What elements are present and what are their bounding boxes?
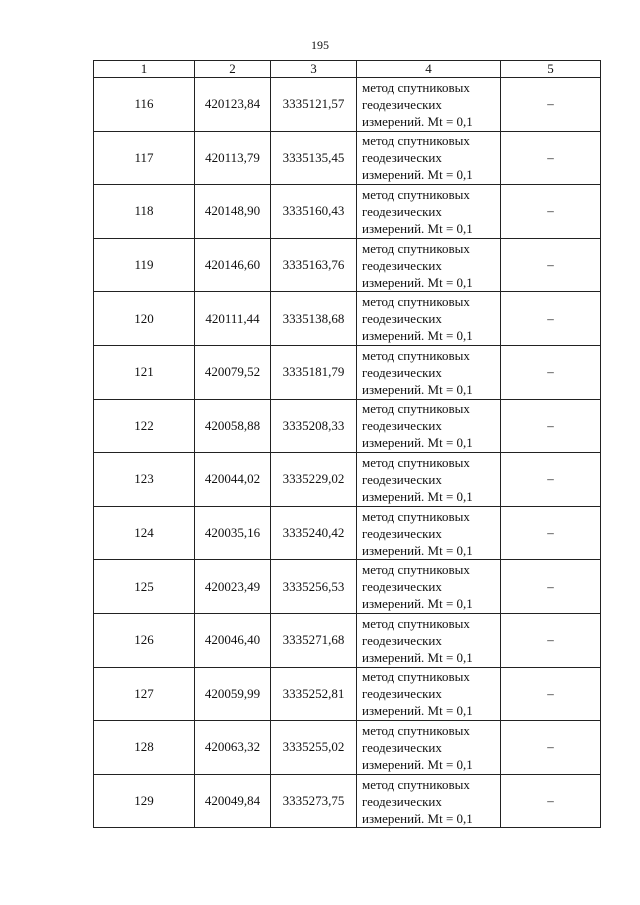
method-line: измерений. Mt = 0,1 xyxy=(362,649,473,665)
table-row xyxy=(94,345,601,399)
coordinate-x: 420063,32 xyxy=(195,721,271,775)
point-number: 122 xyxy=(94,399,195,453)
note-dash: – xyxy=(501,667,601,721)
method-line: метод спутниковых xyxy=(362,562,470,578)
method-cell xyxy=(357,185,501,239)
note-dash: – xyxy=(501,399,601,453)
coordinate-x: 420148,90 xyxy=(195,185,271,239)
note-dash: – xyxy=(501,78,601,132)
method-line: метод спутниковых xyxy=(362,454,470,470)
header-col-1: 1 xyxy=(94,61,195,78)
method-line: геодезических xyxy=(362,311,442,327)
coordinate-x: 420044,02 xyxy=(195,453,271,507)
method-line: измерений. Mt = 0,1 xyxy=(362,167,473,183)
point-number: 128 xyxy=(94,721,195,775)
method-cell xyxy=(357,399,501,453)
note-dash: – xyxy=(501,345,601,399)
method-cell xyxy=(357,667,501,721)
table-row xyxy=(94,774,601,828)
header-col-3: 3 xyxy=(271,61,357,78)
method-line: измерений. Mt = 0,1 xyxy=(362,488,473,504)
note-dash: – xyxy=(501,506,601,560)
method-cell xyxy=(357,453,501,507)
method-line: метод спутниковых xyxy=(362,133,470,149)
method-line: измерений. Mt = 0,1 xyxy=(362,596,473,612)
coordinate-x: 420146,60 xyxy=(195,238,271,292)
coordinate-y: 3335252,81 xyxy=(271,667,357,721)
note-dash: – xyxy=(501,131,601,185)
point-number: 124 xyxy=(94,506,195,560)
method-line: измерений. Mt = 0,1 xyxy=(362,810,473,826)
method-line: метод спутниковых xyxy=(362,401,470,417)
note-dash: – xyxy=(501,453,601,507)
method-line: метод спутниковых xyxy=(362,79,470,95)
note-dash: – xyxy=(501,238,601,292)
coordinate-y: 3335135,45 xyxy=(271,131,357,185)
method-line: измерений. Mt = 0,1 xyxy=(362,113,473,129)
point-number: 118 xyxy=(94,185,195,239)
table-row xyxy=(94,667,601,721)
header-col-4: 4 xyxy=(357,61,501,78)
point-number: 127 xyxy=(94,667,195,721)
method-line: геодезических xyxy=(362,686,442,702)
method-line: измерений. Mt = 0,1 xyxy=(362,274,473,290)
coordinate-x: 420049,84 xyxy=(195,774,271,828)
method-line: измерений. Mt = 0,1 xyxy=(362,703,473,719)
coordinate-y: 3335256,53 xyxy=(271,560,357,614)
method-line: геодезических xyxy=(362,739,442,755)
coordinate-x: 420058,88 xyxy=(195,399,271,453)
coordinate-y: 3335160,43 xyxy=(271,185,357,239)
coordinate-x: 420113,79 xyxy=(195,131,271,185)
header-col-5: 5 xyxy=(501,61,601,78)
method-cell xyxy=(357,78,501,132)
table-row xyxy=(94,292,601,346)
method-cell xyxy=(357,774,501,828)
method-line: измерений. Mt = 0,1 xyxy=(362,220,473,236)
table-row xyxy=(94,721,601,775)
note-dash: – xyxy=(501,185,601,239)
method-cell xyxy=(357,560,501,614)
header-col-2: 2 xyxy=(195,61,271,78)
coordinate-y: 3335240,42 xyxy=(271,506,357,560)
note-dash: – xyxy=(501,613,601,667)
coordinate-x: 420111,44 xyxy=(195,292,271,346)
table-row xyxy=(94,506,601,560)
method-line: измерений. Mt = 0,1 xyxy=(362,381,473,397)
table-row xyxy=(94,399,601,453)
method-line: геодезических xyxy=(362,525,442,541)
method-line: геодезических xyxy=(362,150,442,166)
method-line: геодезических xyxy=(362,257,442,273)
method-line: геодезических xyxy=(362,96,442,112)
point-number: 123 xyxy=(94,453,195,507)
point-number: 121 xyxy=(94,345,195,399)
method-line: измерений. Mt = 0,1 xyxy=(362,328,473,344)
method-cell xyxy=(357,613,501,667)
coordinate-x: 420046,40 xyxy=(195,613,271,667)
coordinate-y: 3335208,33 xyxy=(271,399,357,453)
method-line: геодезических xyxy=(362,632,442,648)
method-line: метод спутниковых xyxy=(362,347,470,363)
method-line: измерений. Mt = 0,1 xyxy=(362,756,473,772)
method-cell xyxy=(357,506,501,560)
method-line: геодезических xyxy=(362,418,442,434)
point-number: 129 xyxy=(94,774,195,828)
note-dash: – xyxy=(501,292,601,346)
method-line: метод спутниковых xyxy=(362,508,470,524)
point-number: 120 xyxy=(94,292,195,346)
method-line: геодезических xyxy=(362,364,442,380)
method-cell xyxy=(357,721,501,775)
method-line: геодезических xyxy=(362,579,442,595)
coordinate-y: 3335273,75 xyxy=(271,774,357,828)
method-line: геодезических xyxy=(362,793,442,809)
table-row xyxy=(94,560,601,614)
table-row xyxy=(94,613,601,667)
method-line: метод спутниковых xyxy=(362,615,470,631)
method-line: метод спутниковых xyxy=(362,722,470,738)
note-dash: – xyxy=(501,774,601,828)
method-line: метод спутниковых xyxy=(362,186,470,202)
coordinates-table xyxy=(93,60,601,828)
note-dash: – xyxy=(501,721,601,775)
point-number: 125 xyxy=(94,560,195,614)
method-line: измерений. Mt = 0,1 xyxy=(362,542,473,558)
method-cell xyxy=(357,238,501,292)
method-cell xyxy=(357,131,501,185)
coordinate-x: 420035,16 xyxy=(195,506,271,560)
note-dash: – xyxy=(501,560,601,614)
method-line: геодезических xyxy=(362,471,442,487)
coordinate-y: 3335121,57 xyxy=(271,78,357,132)
point-number: 119 xyxy=(94,238,195,292)
table-row xyxy=(94,78,601,132)
coordinate-y: 3335255,02 xyxy=(271,721,357,775)
point-number: 126 xyxy=(94,613,195,667)
method-line: метод спутниковых xyxy=(362,669,470,685)
table-row xyxy=(94,185,601,239)
method-line: геодезических xyxy=(362,203,442,219)
page-number: 195 xyxy=(311,38,329,52)
method-cell xyxy=(357,292,501,346)
method-cell xyxy=(357,345,501,399)
table-row xyxy=(94,238,601,292)
method-line: метод спутниковых xyxy=(362,294,470,310)
coordinate-y: 3335138,68 xyxy=(271,292,357,346)
coordinate-y: 3335163,76 xyxy=(271,238,357,292)
point-number: 116 xyxy=(94,78,195,132)
coordinate-x: 420123,84 xyxy=(195,78,271,132)
coordinate-y: 3335229,02 xyxy=(271,453,357,507)
method-line: метод спутниковых xyxy=(362,240,470,256)
coordinate-x: 420023,49 xyxy=(195,560,271,614)
coordinate-x: 420079,52 xyxy=(195,345,271,399)
method-line: измерений. Mt = 0,1 xyxy=(362,435,473,451)
coordinate-x: 420059,99 xyxy=(195,667,271,721)
table-body xyxy=(94,78,601,828)
method-line: метод спутниковых xyxy=(362,776,470,792)
table-row xyxy=(94,453,601,507)
coordinate-y: 3335271,68 xyxy=(271,613,357,667)
coordinate-y: 3335181,79 xyxy=(271,345,357,399)
table-row xyxy=(94,131,601,185)
point-number: 117 xyxy=(94,131,195,185)
table-header-row xyxy=(94,61,601,78)
